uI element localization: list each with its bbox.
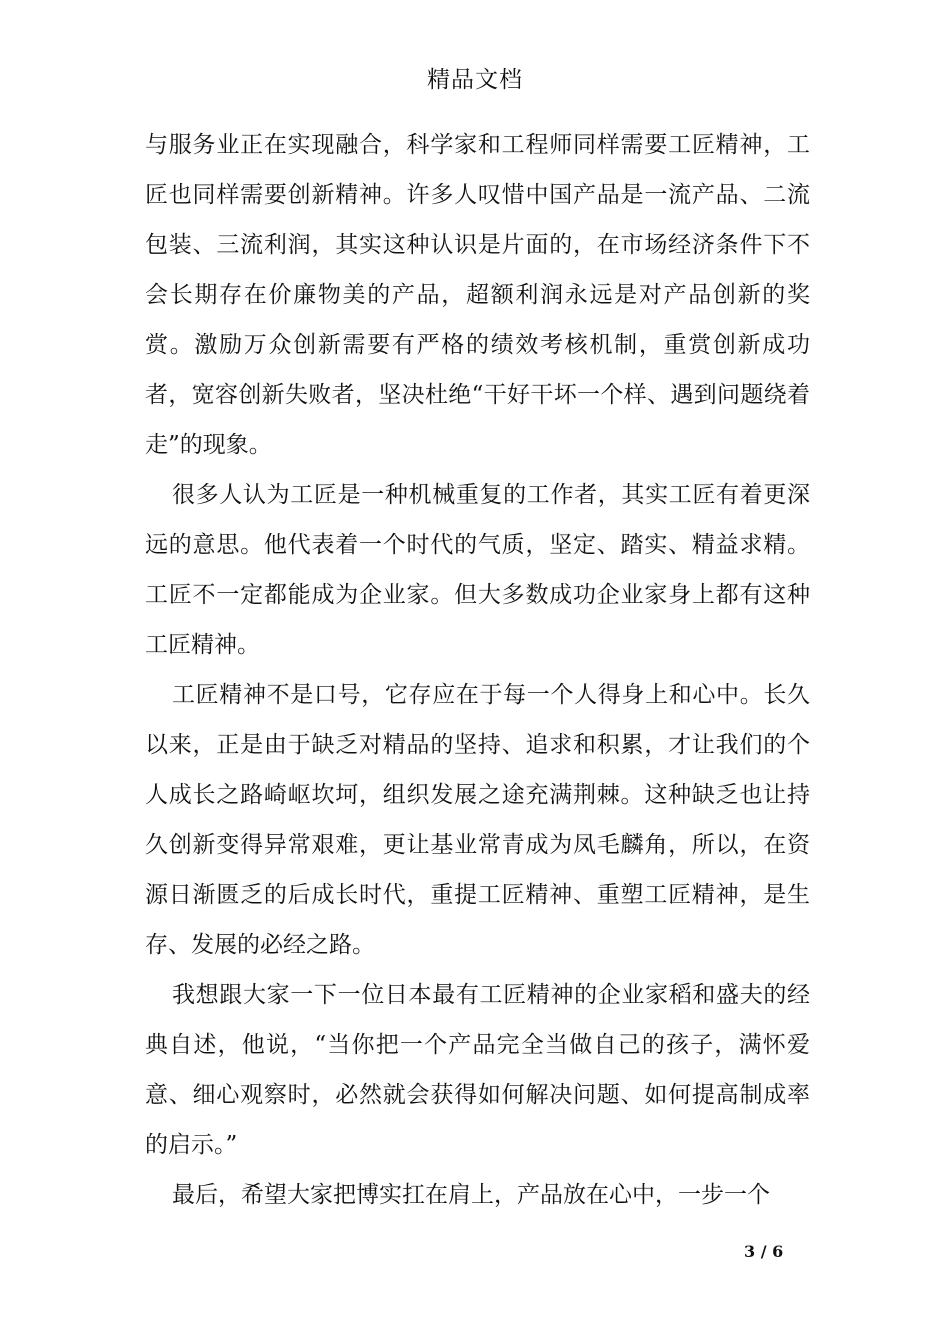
document-body [145, 120, 810, 1220]
paragraph-4: 我想跟大家一下一位日本最有工匠精神的企业家稻和盛夫的经典自述，他说，“当你把一个产品完全当做自己的孩子，满怀爱意、细心观察时，必然就会获得如何解决问题、如何提高制成率的启示。” [145, 982, 810, 1158]
page-header-title: 精品文档 [427, 67, 523, 93]
paragraph-2: 很多人认为工匠是一种机械重复的工作者，其实工匠有着更深远的意思。他代表着一个时代的气质，坚定、踏实、精益求精。工匠不一定都能成为企业家。但大多数成功企业家身上都有这种工匠精神。 [145, 482, 810, 658]
page-number: 3 / 6 [744, 1242, 784, 1261]
paragraph-3: 工匠精神不是口号，它存应在于每一个人得身上和心中。长久以来，正是由于缺乏对精品的坚持、追求和积累，才让我们的个人成长之路崎岖坎坷，组织发展之途充满荆棘。这种缺乏也让持久创新变得异常艰难，更让基业常青成为凤毛麟角，所以，在资源日渐匮乏的后成长时代，重提工匠精神、重塑工匠精神，是生存、发展的必经之路。 [145, 682, 810, 958]
paragraph-5: 最后，希望大家把博实扛在肩上，产品放在心中，一步一个 [172, 1182, 770, 1208]
paragraph-1: 与服务业正在实现融合，科学家和工程师同样需要工匠精神，工匠也同样需要创新精神。许多人叹惜中国产品是一流产品、二流包装、三流利润，其实这种认识是片面的，在市场经济条件下不会长期存在价廉物美的产品，超额利润永远是对产品创新的奖赏。激励万众创新需要有严格的绩效考核机制，重赏创新成功者，宽容创新失败者，坚决杜绝“干好干坏一个样、遇到问题绕着走”的现象。 [145, 132, 810, 458]
